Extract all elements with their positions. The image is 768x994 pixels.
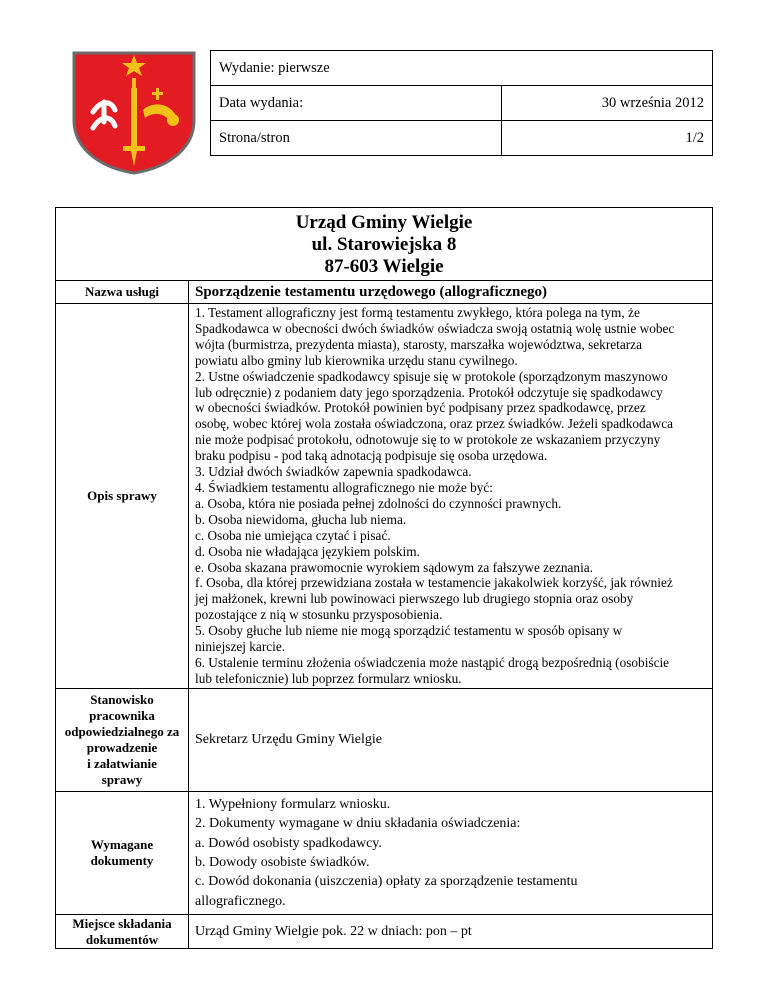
document-info-table bbox=[210, 50, 713, 156]
required-documents-list bbox=[189, 791, 713, 914]
office-address bbox=[56, 208, 713, 281]
description-line: 4. Świadkiem testamentu allograficznego nie może być: bbox=[195, 479, 493, 495]
description-line: Spadkodawca w obecności dwóch świadków oświadcza swoją ostatnią wolę ustnie wobec bbox=[195, 320, 675, 336]
description-line: w obecności świadków. Protokół powinien być podpisany przez spadkodawcę, przez bbox=[195, 400, 646, 416]
required-documents-label: Wymagane dokumenty bbox=[56, 791, 189, 914]
case-description-label: Opis sprawy bbox=[56, 304, 189, 689]
description-line: d. Osoba nie władająca językiem polskim. bbox=[195, 543, 420, 559]
coat-of-arms-icon bbox=[71, 50, 197, 175]
issue-date-label: Data wydania: bbox=[211, 86, 502, 121]
responsible-position-label: Stanowisko pracownika odpowiedzialnego za prowadzenie i załatwianie sprawy bbox=[56, 688, 189, 791]
case-description bbox=[189, 304, 713, 689]
description-line: 3. Udział dwóch świadków zapewnia spadkodawca. bbox=[195, 464, 472, 480]
page-label: Strona/stron bbox=[211, 121, 502, 156]
description-line: a. Osoba, która nie posiada pełnej zdolności do czynności prawnych. bbox=[195, 495, 562, 511]
document-item: 1. Wypełniony formularz wniosku. bbox=[195, 796, 391, 812]
office-street: ul. Starowiejska 8 bbox=[311, 234, 457, 255]
office-postal: 87-603 Wielgie bbox=[324, 256, 444, 277]
responsible-position-value: Sekretarz Urzędu Gminy Wielgie bbox=[189, 688, 713, 791]
description-line: 5. Osoby głuche lub nieme nie mogą sporządzić testamentu w sposób opisany w bbox=[195, 623, 623, 639]
description-line: jej małżonek, krewni lub powinowaci pierwszego lub drugiego stopnia oraz osoby bbox=[195, 591, 634, 607]
service-name-label: Nazwa usługi bbox=[56, 281, 189, 304]
description-line: osobę, wobec której wola została oświadczona, oraz przez świadków. Jeżeli spadkodawca bbox=[195, 416, 674, 432]
submission-place-value: Urząd Gminy Wielgie pok. 22 w dniach: pon – pt bbox=[189, 915, 713, 949]
description-line: e. Osoba skazana prawomocnie wyrokiem sądowym za fałszywe zeznania. bbox=[195, 559, 594, 575]
description-line: nie może podpisać protokołu, odnotowuje się to w protokole ze wskazaniem przyczyny bbox=[195, 432, 661, 448]
description-line: pozostające z nią w stosunku przysposobienia. bbox=[195, 607, 443, 623]
description-line: 1. Testament allograficzny jest formą testamentu zwykłego, która polega na tym, że bbox=[195, 305, 640, 320]
description-line: powiatu albo gminy lub kierownika urzędu stanu cywilnego. bbox=[195, 352, 518, 368]
issue-date-value: 30 września 2012 bbox=[502, 86, 713, 121]
submission-place-label: Miejsce składania dokumentów bbox=[56, 915, 189, 949]
description-line: b. Osoba niewidoma, głucha lub niema. bbox=[195, 511, 407, 527]
service-name-value: Sporządzenie testamentu urzędowego (allograficznego) bbox=[189, 281, 713, 304]
description-line: niniejszej karcie. bbox=[195, 639, 286, 655]
document-item: c. Dowód dokonania (uiszczenia) opłaty za sporządzenie testamentu bbox=[195, 874, 578, 890]
document-item: b. Dowody osobiste świadków. bbox=[195, 854, 370, 870]
description-line: f. Osoba, dla której przewidziana została w testamencie jakakolwiek korzyść, jak również bbox=[195, 575, 673, 591]
document-item: a. Dowód osobisty spadkodawcy. bbox=[195, 835, 382, 851]
description-line: 2. Ustne oświadczenie spadkodawcy spisuje się w protokole (sporządzonym maszynowo bbox=[195, 368, 668, 384]
document-item: 2. Dokumenty wymagane w dniu składania oświadczenia: bbox=[195, 816, 521, 832]
document-item: allograficznego. bbox=[195, 893, 286, 909]
description-line: braku podpisu - pod taką adnotacją podpisuje się osoba urzędowa. bbox=[195, 448, 548, 464]
page-value: 1/2 bbox=[502, 121, 713, 156]
description-line: wójta (burmistrza, prezydenta miasta), starosty, marszałka województwa, sekretarza bbox=[195, 336, 642, 352]
description-line: lub odręcznie) z podaniem daty jego sporządzenia. Protokół odczytuje się spadkodawcy bbox=[195, 384, 663, 400]
service-card-table bbox=[55, 207, 713, 949]
description-line: 6. Ustalenie terminu złożenia oświadczenia może nastąpić drogą bezpośrednią (osobiście bbox=[195, 654, 670, 670]
office-name: Urząd Gminy Wielgie bbox=[295, 212, 473, 233]
edition-label: Wydanie: pierwsze bbox=[211, 51, 713, 86]
description-line: lub telefonicznie) lub poprzez formularz wniosku. bbox=[195, 670, 462, 686]
description-line: c. Osoba nie umiejąca czytać i pisać. bbox=[195, 527, 391, 543]
